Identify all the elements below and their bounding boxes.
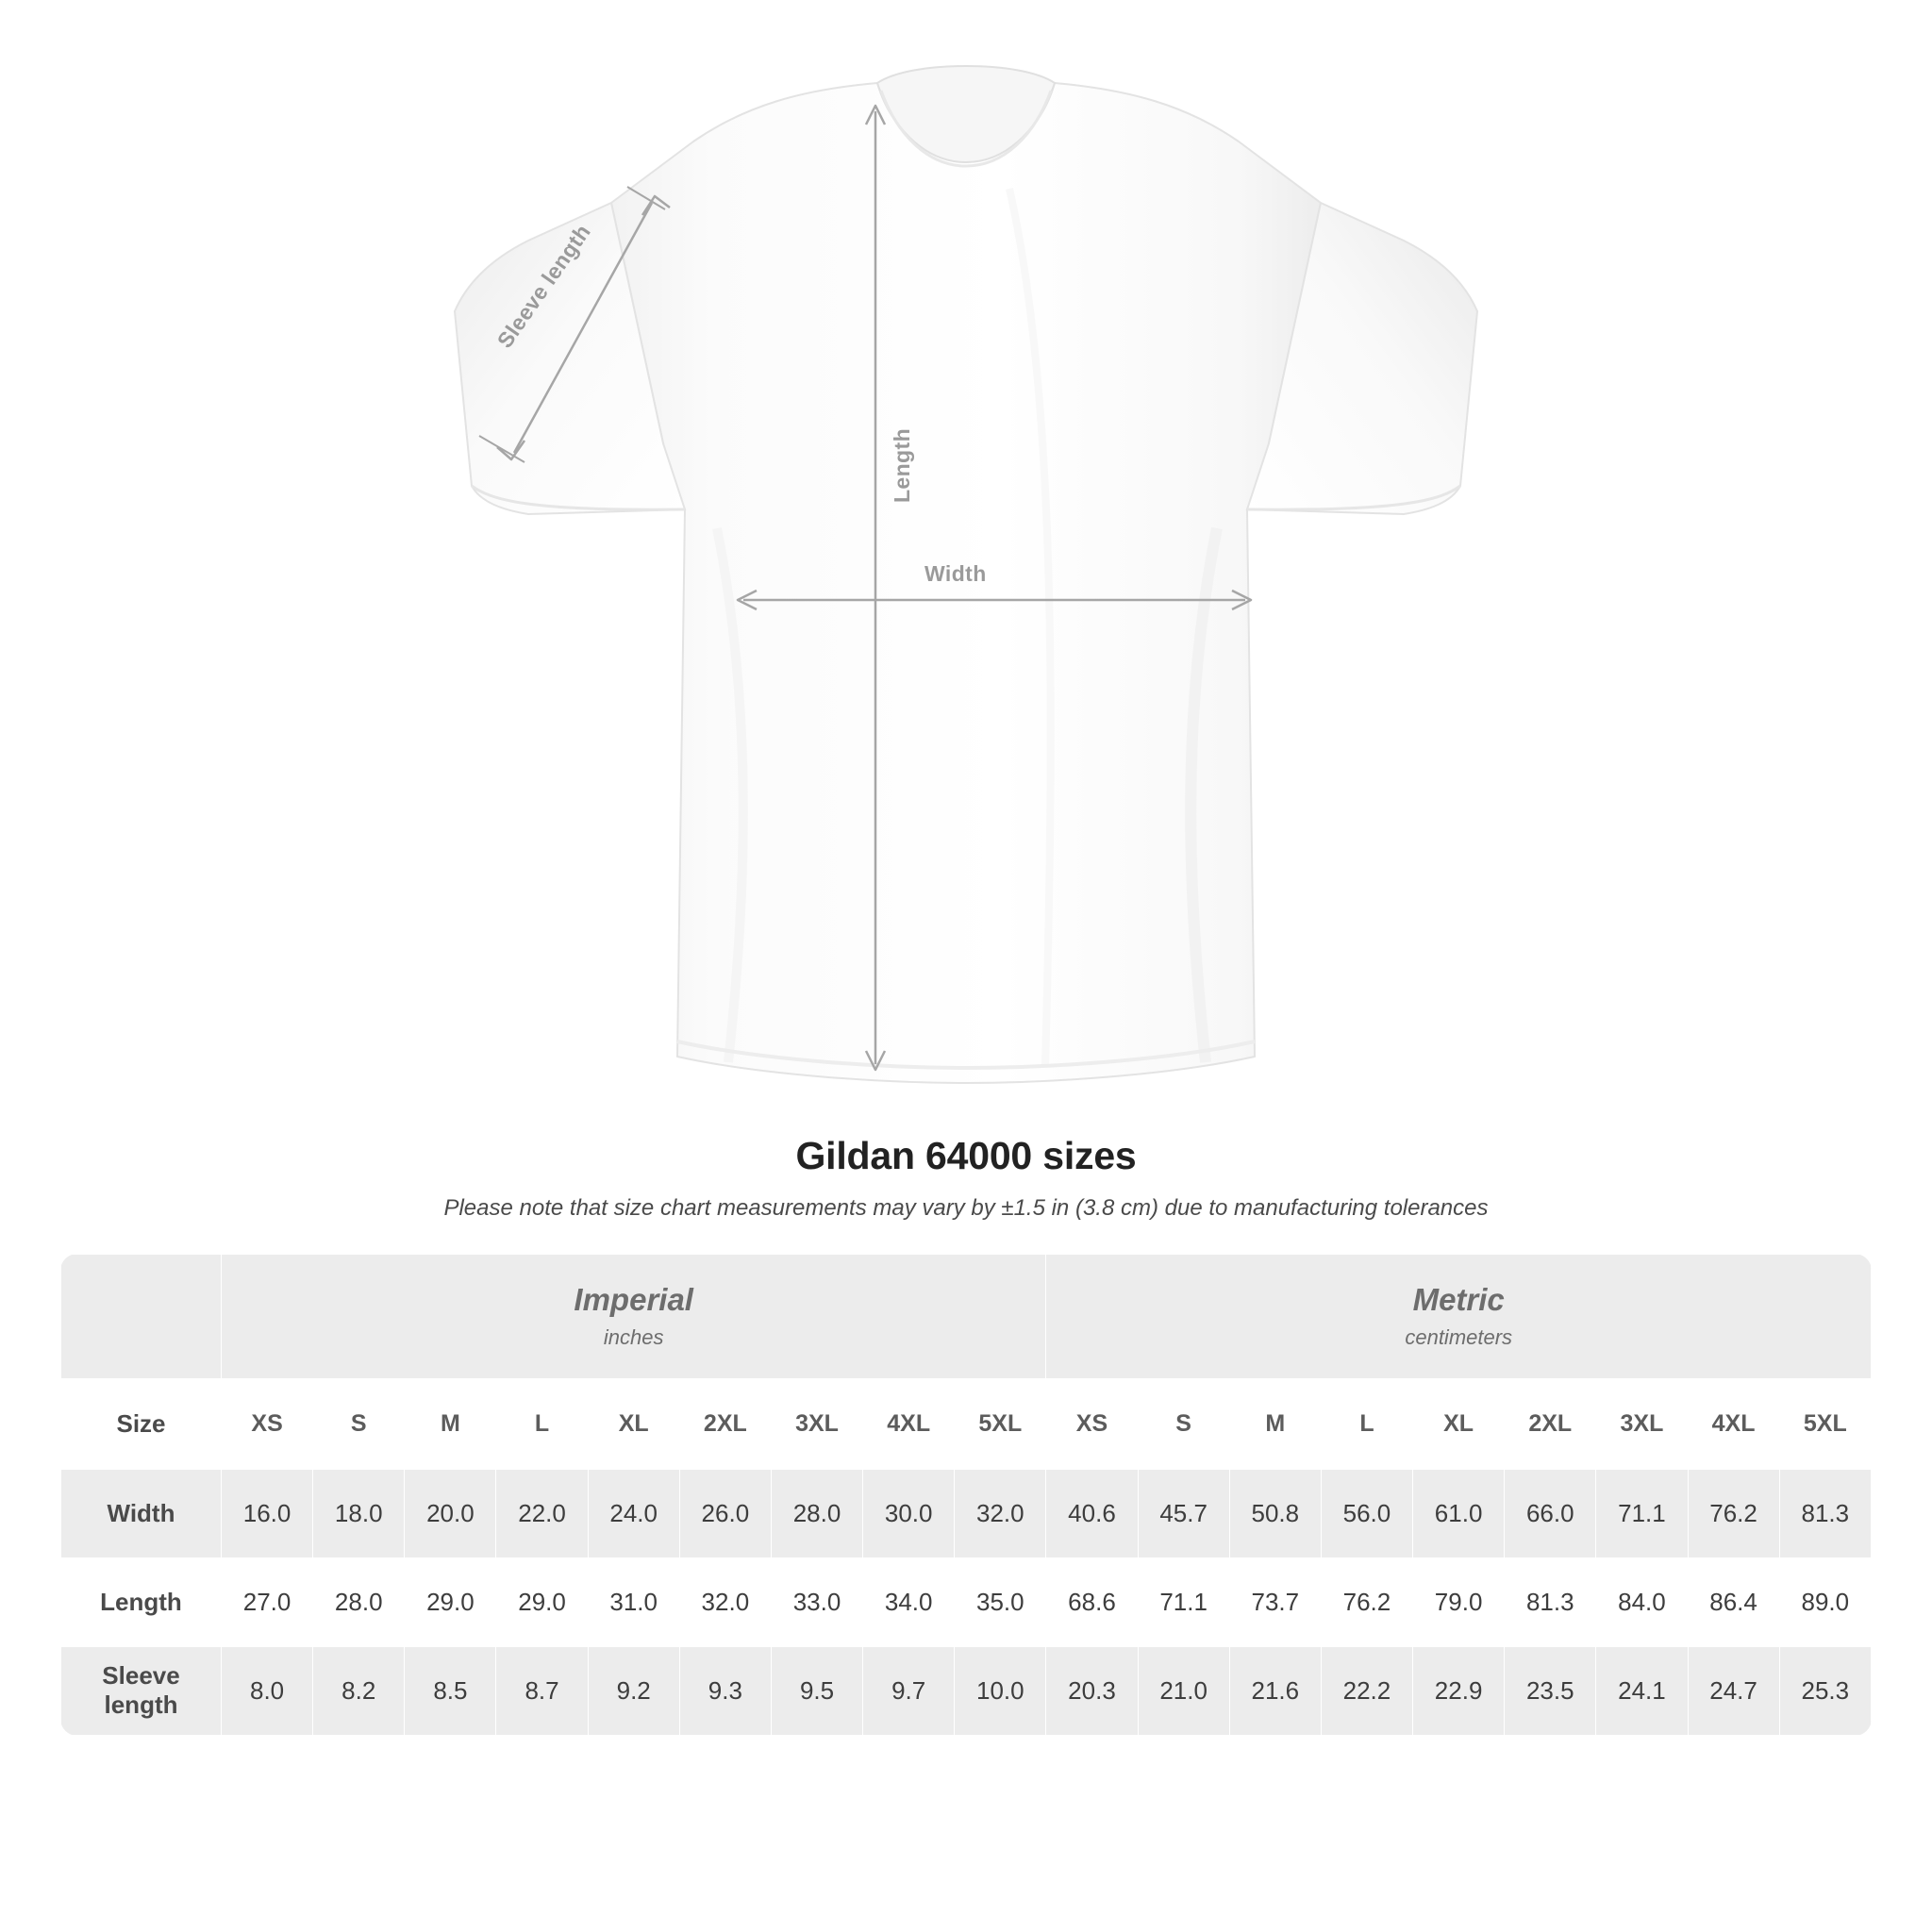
size-header-row bbox=[61, 1378, 1872, 1469]
cell-width-0: 16.0 bbox=[222, 1469, 313, 1557]
cell-sleeve-16: 24.7 bbox=[1688, 1646, 1779, 1735]
size-header-xs-metric: XS bbox=[1046, 1378, 1138, 1469]
cell-width-8: 32.0 bbox=[955, 1469, 1046, 1557]
cell-length-10: 71.1 bbox=[1138, 1557, 1229, 1646]
cell-sleeve-14: 23.5 bbox=[1505, 1646, 1596, 1735]
cell-width-10: 45.7 bbox=[1138, 1469, 1229, 1557]
cell-length-6: 33.0 bbox=[771, 1557, 862, 1646]
size-chart-heading bbox=[0, 1134, 1932, 1222]
cell-length-17: 89.0 bbox=[1779, 1557, 1871, 1646]
cell-sleeve-6: 9.5 bbox=[771, 1646, 862, 1735]
cell-sleeve-1: 8.2 bbox=[313, 1646, 405, 1735]
cell-sleeve-8: 10.0 bbox=[955, 1646, 1046, 1735]
cell-sleeve-4: 9.2 bbox=[588, 1646, 679, 1735]
cell-sleeve-2: 8.5 bbox=[405, 1646, 496, 1735]
cell-width-17: 81.3 bbox=[1779, 1469, 1871, 1557]
size-header-m-imperial: M bbox=[405, 1378, 496, 1469]
table-row bbox=[61, 1646, 1872, 1735]
cell-length-0: 27.0 bbox=[222, 1557, 313, 1646]
cell-width-6: 28.0 bbox=[771, 1469, 862, 1557]
cell-sleeve-12: 22.2 bbox=[1321, 1646, 1412, 1735]
cell-length-14: 81.3 bbox=[1505, 1557, 1596, 1646]
length-label: Length bbox=[890, 427, 915, 504]
size-header-2xl-metric: 2XL bbox=[1505, 1378, 1596, 1469]
cell-width-1: 18.0 bbox=[313, 1469, 405, 1557]
cell-width-3: 22.0 bbox=[496, 1469, 588, 1557]
cell-length-9: 68.6 bbox=[1046, 1557, 1138, 1646]
cell-length-16: 86.4 bbox=[1688, 1557, 1779, 1646]
size-header-3xl-imperial: 3XL bbox=[771, 1378, 862, 1469]
width-label: Width bbox=[924, 561, 987, 586]
size-header-s-metric: S bbox=[1138, 1378, 1229, 1469]
cell-length-15: 84.0 bbox=[1596, 1557, 1688, 1646]
size-header-xs-imperial: XS bbox=[222, 1378, 313, 1469]
cell-width-15: 71.1 bbox=[1596, 1469, 1688, 1557]
imperial-unit-label: inches bbox=[603, 1324, 664, 1349]
cell-width-11: 50.8 bbox=[1229, 1469, 1321, 1557]
cell-length-7: 34.0 bbox=[863, 1557, 955, 1646]
size-header-s-imperial: S bbox=[313, 1378, 405, 1469]
size-header-l-metric: L bbox=[1321, 1378, 1412, 1469]
cell-width-4: 24.0 bbox=[588, 1469, 679, 1557]
metric-unit-cell bbox=[1046, 1255, 1872, 1379]
cell-width-9: 40.6 bbox=[1046, 1469, 1138, 1557]
cell-width-5: 26.0 bbox=[679, 1469, 771, 1557]
cell-sleeve-13: 22.9 bbox=[1413, 1646, 1505, 1735]
size-header-4xl-metric: 4XL bbox=[1688, 1378, 1779, 1469]
size-header-xl-metric: XL bbox=[1413, 1378, 1505, 1469]
cell-length-4: 31.0 bbox=[588, 1557, 679, 1646]
cell-length-5: 32.0 bbox=[679, 1557, 771, 1646]
cell-width-7: 30.0 bbox=[863, 1469, 955, 1557]
size-header-xl-imperial: XL bbox=[588, 1378, 679, 1469]
sleeve-length-label: Sleeve length bbox=[491, 219, 595, 353]
metric-system-label: Metric bbox=[1412, 1282, 1505, 1317]
page-title: Gildan 64000 sizes bbox=[795, 1134, 1137, 1177]
cell-sleeve-0: 8.0 bbox=[222, 1646, 313, 1735]
size-header-label: Size bbox=[61, 1378, 222, 1469]
unit-spacer-cell bbox=[61, 1255, 222, 1379]
size-header-2xl-imperial: 2XL bbox=[679, 1378, 771, 1469]
cell-sleeve-7: 9.7 bbox=[863, 1646, 955, 1735]
size-header-5xl-imperial: 5XL bbox=[955, 1378, 1046, 1469]
row-label-width: Width bbox=[61, 1469, 222, 1557]
imperial-unit-cell bbox=[222, 1255, 1046, 1379]
unit-system-row bbox=[61, 1255, 1872, 1379]
row-label-sleeve-length: Sleeve length bbox=[61, 1646, 222, 1735]
size-header-3xl-metric: 3XL bbox=[1596, 1378, 1688, 1469]
cell-sleeve-3: 8.7 bbox=[496, 1646, 588, 1735]
cell-length-12: 76.2 bbox=[1321, 1557, 1412, 1646]
cell-sleeve-11: 21.6 bbox=[1229, 1646, 1321, 1735]
cell-width-12: 56.0 bbox=[1321, 1469, 1412, 1557]
size-chart-table bbox=[60, 1254, 1872, 1736]
size-header-4xl-imperial: 4XL bbox=[863, 1378, 955, 1469]
cell-length-2: 29.0 bbox=[405, 1557, 496, 1646]
cell-sleeve-17: 25.3 bbox=[1779, 1646, 1871, 1735]
size-chart-table-wrapper bbox=[60, 1254, 1872, 1736]
cell-length-3: 29.0 bbox=[496, 1557, 588, 1646]
metric-unit-label: centimeters bbox=[1405, 1324, 1513, 1349]
cell-length-1: 28.0 bbox=[313, 1557, 405, 1646]
tolerance-note: Please note that size chart measurements may vary by ±1.5 in (3.8 cm) due to manufacturing tolerances bbox=[443, 1195, 1489, 1221]
row-label-length: Length bbox=[61, 1557, 222, 1646]
table-row bbox=[61, 1469, 1872, 1557]
imperial-system-label: Imperial bbox=[574, 1282, 693, 1317]
cell-width-16: 76.2 bbox=[1688, 1469, 1779, 1557]
size-header-l-imperial: L bbox=[496, 1378, 588, 1469]
cell-sleeve-10: 21.0 bbox=[1138, 1646, 1229, 1735]
cell-sleeve-5: 9.3 bbox=[679, 1646, 771, 1735]
size-header-5xl-metric: 5XL bbox=[1779, 1378, 1871, 1469]
cell-width-13: 61.0 bbox=[1413, 1469, 1505, 1557]
cell-sleeve-15: 24.1 bbox=[1596, 1646, 1688, 1735]
cell-length-13: 79.0 bbox=[1413, 1557, 1505, 1646]
cell-width-2: 20.0 bbox=[405, 1469, 496, 1557]
table-row bbox=[61, 1557, 1872, 1646]
cell-length-11: 73.7 bbox=[1229, 1557, 1321, 1646]
cell-sleeve-9: 20.3 bbox=[1046, 1646, 1138, 1735]
size-header-m-metric: M bbox=[1229, 1378, 1321, 1469]
cell-length-8: 35.0 bbox=[955, 1557, 1046, 1646]
cell-width-14: 66.0 bbox=[1505, 1469, 1596, 1557]
